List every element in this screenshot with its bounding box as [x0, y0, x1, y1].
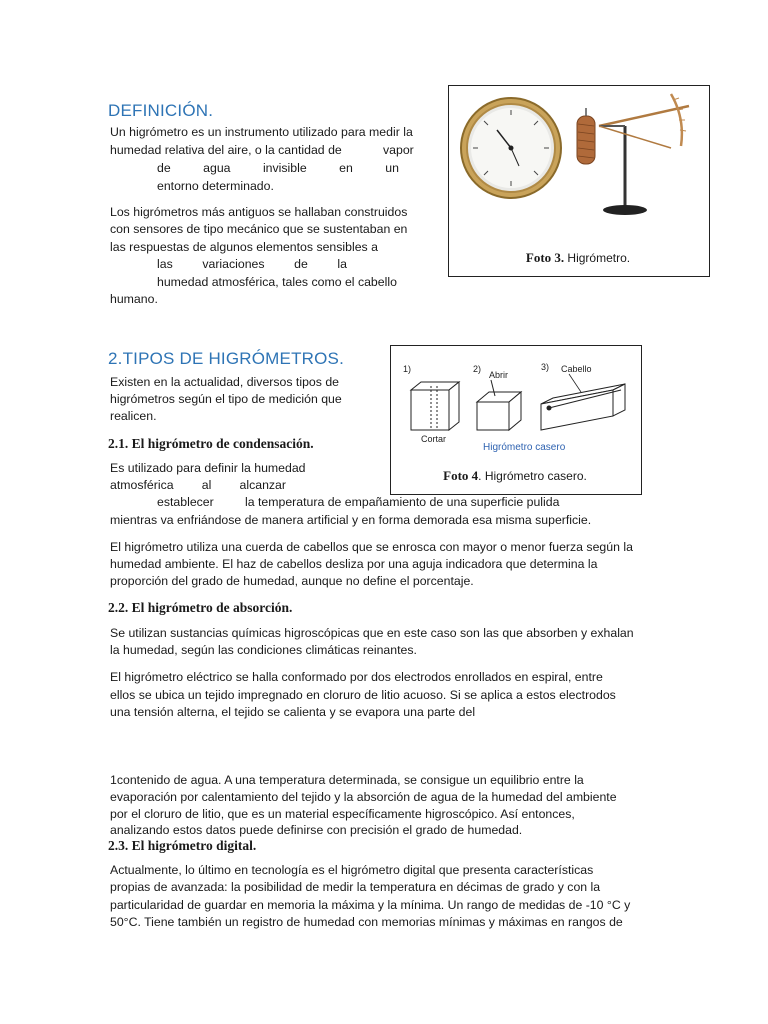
- word: la: [337, 257, 347, 271]
- text-line: por el cloruro de litio, que es un material específicamente higroscópico. Así entonces,: [110, 807, 575, 821]
- text-line: humano.: [110, 292, 158, 306]
- text-line: Los higrómetros más antiguos se hallaban construidos: [110, 205, 408, 219]
- word: de: [157, 161, 171, 175]
- text-line: la temperatura de empañamiento de una superficie pulida: [245, 495, 560, 509]
- text-line: las respuestas de algunos elementos sensibles a: [110, 240, 378, 254]
- text-line: higrómetros según el tipo de medición que: [110, 392, 342, 406]
- word: variaciones: [202, 257, 265, 271]
- cabello-label: Cabello: [561, 364, 592, 374]
- figure-4-caption: [391, 468, 639, 484]
- caption-text: Higrómetro.: [567, 251, 631, 265]
- text-line: con sensores de tipo mecánico que se sustentaban en: [110, 222, 408, 236]
- step-3-label: 3): [541, 362, 550, 372]
- word: un: [385, 161, 399, 175]
- text-line: una tensión alterna, el tejido se calienta y se evapora una parte del: [110, 705, 476, 719]
- word: de: [294, 257, 308, 271]
- text-line: entorno determinado.: [157, 179, 274, 193]
- section-heading-definicion: DEFINICIÓN.: [108, 101, 214, 120]
- text-line: El higrómetro utiliza una cuerda de cabellos que se enrosca con mayor o menor fuerza según la: [110, 540, 633, 554]
- text-line: Es utilizado para definir la humedad: [110, 461, 306, 475]
- word: en: [339, 161, 353, 175]
- text-line: 1contenido de agua. A una temperatura determinada, se consigue un equilibrio entre la: [110, 773, 584, 787]
- step-2-label: 2): [473, 364, 482, 374]
- word: alcanzar: [239, 478, 286, 492]
- hygrometer-photo-illustration: [449, 86, 707, 236]
- text-line: ellos se ubica un tejido impregnado en cloruro de litio acuoso. Si se aplica a estos electrodos: [110, 688, 616, 702]
- caption-text: . Higrómetro casero.: [478, 469, 587, 483]
- text-line: El higrómetro eléctrico se halla conformado por dos electrodos enrollados en espiral, entre: [110, 670, 603, 684]
- subheading-condensacion: 2.1. El higrómetro de condensación.: [108, 436, 314, 451]
- text-line: Un higrómetro es un instrumento utilizado para medir la: [110, 125, 413, 139]
- text-line: Actualmente, lo último en tecnología es el higrómetro digital que presenta características: [110, 863, 594, 877]
- text-line-justified: [157, 256, 347, 274]
- caption-number: Foto 4: [443, 468, 479, 483]
- figure-3-caption: [449, 250, 707, 266]
- word: las: [157, 257, 173, 271]
- text-line: proporción del grado de humedad, aunque no define el porcentaje.: [110, 574, 474, 588]
- text-line-justified: [110, 477, 286, 495]
- word: atmosférica: [110, 478, 174, 492]
- text-line: propias de avanzada: la posibilidad de medir la temperatura en décimas de grado y con la: [110, 880, 601, 894]
- text-line: vapor: [383, 143, 414, 157]
- text-line-justified: [157, 160, 399, 178]
- step-1-label: 1): [403, 364, 412, 374]
- figure-foto-3: [448, 85, 710, 277]
- text-line: evaporación por calentamiento del tejido y la absorción de agua de la humedad del ambiente: [110, 790, 617, 804]
- word: agua: [203, 161, 231, 175]
- text-line: humedad ambiente. El haz de cabellos desliza por una aguja indicadora que determina la: [110, 557, 598, 571]
- text-line: humedad relativa del aire, o la cantidad de: [110, 143, 342, 157]
- text-line: Existen en la actualidad, diversos tipos de: [110, 375, 339, 389]
- homemade-hygrometer-diagram: [391, 346, 639, 458]
- text-line: 50°C. Tiene también un registro de humedad con memorias mínimas y máximas en rangos de: [110, 915, 623, 929]
- section-heading-tipos: 2.TIPOS DE HIGRÓMETROS.: [108, 349, 345, 368]
- word: invisible: [262, 161, 307, 175]
- text-line: particularidad de guardar en memoria la máxima y la mínima. Un rango de medidas de -10 °C y: [110, 898, 631, 912]
- caption-number: Foto 3.: [525, 250, 565, 265]
- text-line: establecer: [157, 495, 214, 509]
- figure-foto-4: [390, 345, 642, 495]
- subheading-digital: 2.3. El higrómetro digital.: [108, 838, 257, 853]
- word: al: [201, 478, 212, 492]
- text-line: Se utilizan sustancias químicas higroscópicas que en este caso son las que absorben y exhalan: [110, 626, 634, 640]
- cortar-label: Cortar: [421, 434, 447, 444]
- abrir-label: Abrir: [489, 370, 509, 380]
- diagram-title: Higrómetro casero: [483, 442, 566, 453]
- text-line: analizando estos datos puede definirse con precisión el grado de humedad.: [110, 823, 523, 837]
- subheading-absorcion: 2.2. El higrómetro de absorción.: [108, 600, 293, 615]
- text-line: humedad atmosférica, tales como el cabello: [157, 275, 397, 289]
- text-line: realicen.: [110, 409, 157, 423]
- text-line: mientras va enfriándose de manera artificial y en forma demorada esa misma superficie.: [110, 513, 592, 527]
- text-line: la humedad, según las condiciones climáticas reinantes.: [110, 643, 417, 657]
